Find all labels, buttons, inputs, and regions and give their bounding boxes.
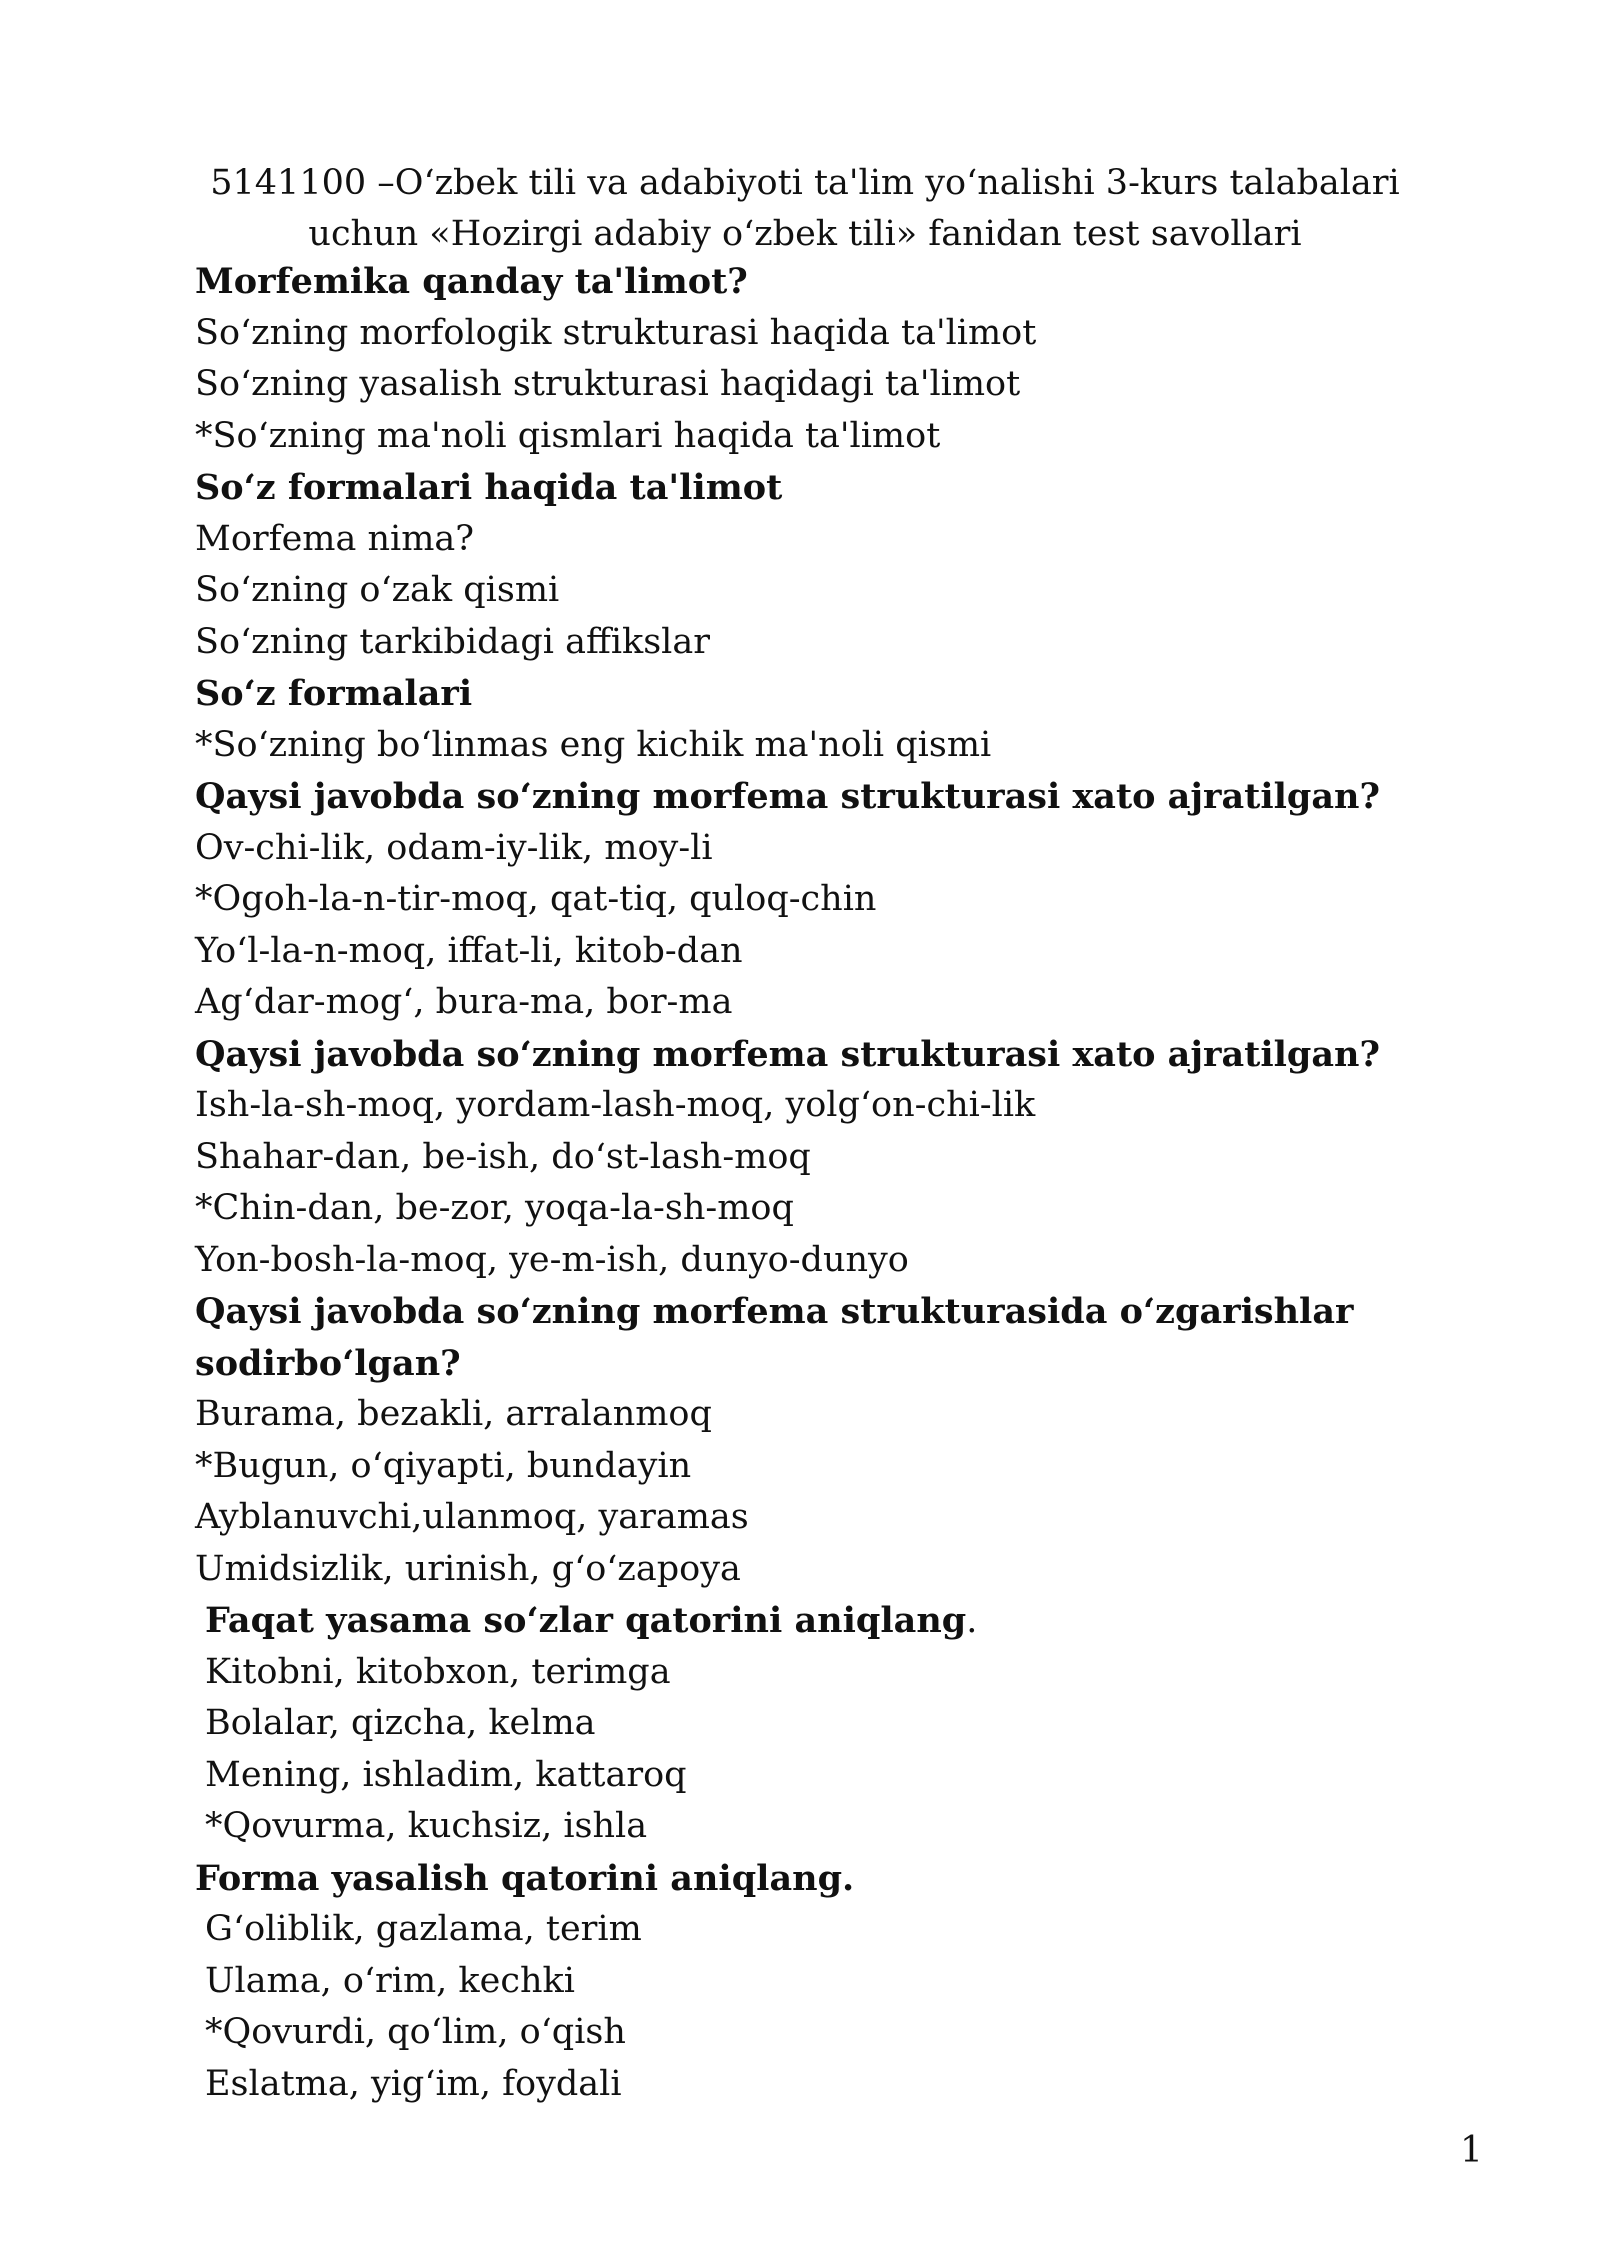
question-text <box>195 462 1475 514</box>
option-label: So‘zning o‘zak qismi <box>195 570 560 610</box>
question-label: So‘z formalari <box>195 673 473 714</box>
question-text <box>195 1338 1475 1390</box>
title-line-2: uchun «Hozirgi adabiy o‘zbek tili» fanidan test savollari <box>308 214 1302 254</box>
option-label: *Qovurdi, qo‘lim, o‘qish <box>205 2012 626 2052</box>
answer-option <box>195 411 1475 463</box>
answer-option <box>195 720 1475 772</box>
answer-option <box>195 2059 1475 2111</box>
option-label: Burama, bezakli, arralanmoq <box>195 1394 712 1434</box>
answer-option <box>195 2007 1475 2059</box>
question-label: So‘z formalari haqida ta'limot <box>195 467 783 508</box>
question-label: Qaysi javobda so‘zning morfema strukturasi xato ajratilgan? <box>195 1033 1381 1075</box>
question-label: Qaysi javobda so‘zning morfema strukturasi xato ajratilgan? <box>195 776 1381 817</box>
answer-option <box>195 617 1475 669</box>
option-label: Yon-bosh-la-moq, ye-m-ish, dunyo-dunyo <box>195 1239 909 1280</box>
option-label: G‘oliblik, gazlama, terim <box>205 1909 642 1949</box>
option-label: *Qovurma, kuchsiz, ishla <box>205 1806 648 1846</box>
answer-option <box>195 1801 1475 1853</box>
answer-option <box>195 1389 1475 1441</box>
answer-option <box>195 874 1475 926</box>
question-label: Qaysi javobda so‘zning morfema strukturasida o‘zgarishlar <box>195 1291 1354 1332</box>
answer-option <box>195 1183 1475 1235</box>
option-label: Eslatma, yig‘im, foydali <box>205 2063 622 2104</box>
answer-option <box>195 1544 1475 1596</box>
option-label: Mening, ishladim, kattaroq <box>205 1754 687 1795</box>
question-suffix: . <box>966 1601 978 1641</box>
answer-option <box>195 1080 1475 1132</box>
answer-option <box>195 1132 1475 1184</box>
question-text <box>195 771 1475 823</box>
answer-option <box>195 308 1475 360</box>
question-text <box>195 256 1475 308</box>
question-label: sodirbo‘lgan? <box>195 1342 461 1384</box>
option-label: Ov-chi-lik, odam-iy-lik, moy-li <box>195 827 713 868</box>
question-text <box>195 668 1475 720</box>
answer-option <box>195 1492 1475 1544</box>
answer-option <box>195 1441 1475 1493</box>
answer-option <box>195 565 1475 617</box>
answer-option <box>195 977 1475 1029</box>
option-label: Kitobni, kitobxon, terimga <box>205 1651 671 1692</box>
question-text <box>195 1286 1475 1338</box>
answer-option <box>195 926 1475 978</box>
answer-option <box>195 514 1475 566</box>
test-questions-body <box>195 256 1475 2110</box>
option-label: So‘zning morfologik strukturasi haqida ta'limot <box>195 312 1037 353</box>
answer-option <box>195 1647 1475 1699</box>
option-label: *Bugun, o‘qiyapti, bundayin <box>195 1445 692 1486</box>
answer-option <box>195 1956 1475 2008</box>
answer-option <box>195 1698 1475 1750</box>
option-label: Morfema nima? <box>195 518 475 559</box>
answer-option <box>195 823 1475 875</box>
option-label: *Ogoh-la-n-tir-moq, qat-tiq, quloq-chin <box>195 879 877 919</box>
question-label: Faqat yasama so‘zlar qatorini aniqlang <box>205 1600 967 1641</box>
option-label: Ayblanuvchi,ulanmoq, yaramas <box>195 1497 749 1537</box>
option-label: Shahar-dan, be-ish, do‘st-lash-moq <box>195 1136 811 1177</box>
option-label: So‘zning yasalish strukturasi haqidagi ta'limot <box>195 364 1021 404</box>
option-label: Umidsizlik, urinish, g‘o‘zapoya <box>195 1548 741 1589</box>
answer-option <box>195 359 1475 411</box>
option-label: *So‘zning bo‘linmas eng kichik ma'noli qismi <box>195 724 992 765</box>
document-title <box>160 158 1450 260</box>
option-label: Yo‘l-la-n-moq, iffat-li, kitob-dan <box>195 930 743 971</box>
answer-option <box>195 1904 1475 1956</box>
title-line-1: 5141100 –O‘zbek tili va adabiyoti ta'lim yo‘nalishi 3-kurs talabalari <box>210 163 1400 203</box>
question-label: Forma yasalish qatorini aniqlang. <box>195 1857 855 1899</box>
page-number: 1 <box>1460 2130 1483 2171</box>
answer-option <box>195 1750 1475 1802</box>
option-label: Bolalar, qizcha, kelma <box>205 1703 596 1743</box>
question-text <box>195 1029 1475 1081</box>
option-label: Ag‘dar-mog‘, bura-ma, bor-ma <box>195 982 733 1022</box>
option-label: *So‘zning ma'noli qismlari haqida ta'limot <box>195 415 941 456</box>
answer-option <box>195 1235 1475 1287</box>
option-label: Ulama, o‘rim, kechki <box>205 1960 575 2001</box>
question-text <box>195 1595 1475 1647</box>
question-label: Morfemika qanday ta'limot? <box>195 261 748 302</box>
option-label: Ish-la-sh-moq, yordam-lash-moq, yolg‘on-chi-lik <box>195 1085 1036 1125</box>
question-text <box>195 1853 1475 1905</box>
option-label: So‘zning tarkibidagi affikslar <box>195 621 710 662</box>
option-label: *Chin-dan, be-zor, yoqa-la-sh-moq <box>195 1188 794 1228</box>
